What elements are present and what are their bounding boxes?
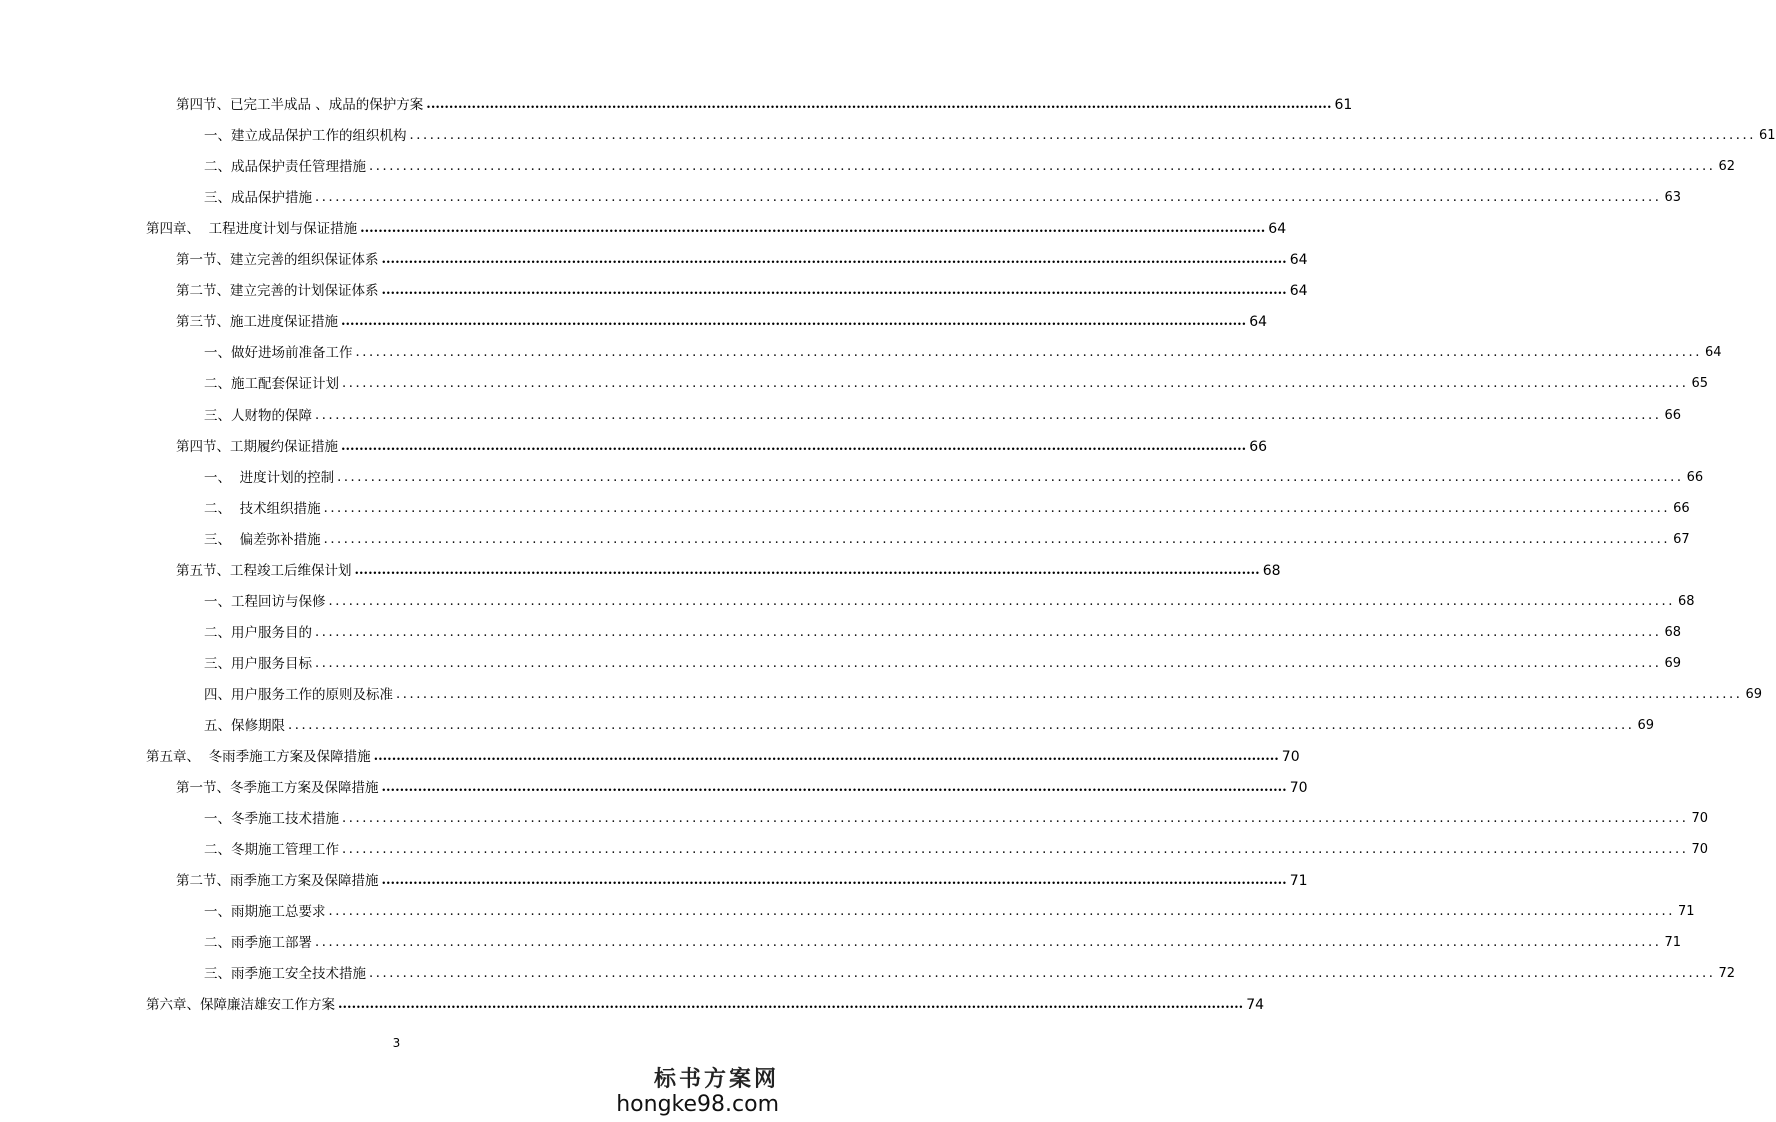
toc-entry[interactable]	[0, 589, 1695, 611]
toc-leader-dots: ........................................................................................................................................................................................................	[426, 97, 1332, 112]
watermark	[616, 1066, 779, 1118]
toc-entry-page: 64	[1249, 314, 1268, 330]
toc-entry-page: 68	[1262, 563, 1281, 579]
toc-entry-page: 67	[1673, 532, 1690, 547]
toc-entry-page: 66	[1664, 408, 1682, 423]
toc-leader-dots: ........................................................................................................................................................................................................	[328, 904, 1675, 919]
toc-entry[interactable]	[0, 744, 1300, 766]
toc-entry-page: 70	[1691, 811, 1709, 826]
toc-entry-page: 66	[1686, 470, 1704, 485]
toc-entry[interactable]	[0, 340, 1722, 362]
toc-entry-page: 72	[1718, 966, 1736, 981]
toc-leader-dots: ........................................................................................................................................................................................................	[354, 563, 1260, 578]
toc-entry-title: 三、人财物的保障	[204, 408, 312, 424]
watermark-chinese: 标书方案网	[653, 1066, 779, 1092]
toc-entry-page: 66	[1249, 439, 1268, 455]
page-number: 3	[392, 1036, 401, 1050]
toc-entry[interactable]	[0, 713, 1655, 735]
toc-leader-dots: ........................................................................................................................................................................................................	[409, 128, 1756, 143]
toc-entry-page: 70	[1691, 842, 1709, 857]
toc-entry-page: 64	[1289, 252, 1308, 268]
toc-entry-title: 四、用户服务工作的原则及标准	[204, 687, 393, 703]
toc-entry-title: 一、建立成品保护工作的组织机构	[204, 128, 407, 144]
toc-entry[interactable]	[0, 434, 1268, 456]
toc-leader-dots: ........................................................................................................................................................................................................	[288, 718, 1635, 733]
toc-leader-dots: ........................................................................................................................................................................................................	[373, 749, 1279, 764]
toc-entry-page: 69	[1637, 718, 1655, 733]
toc-leader-dots: ........................................................................................................................................................................................................	[342, 811, 1689, 826]
toc-entry-title: 一、雨期施工总要求	[204, 904, 326, 920]
toc-leader-dots: ........................................................................................................................................................................................................	[381, 780, 1287, 795]
toc-entry[interactable]	[0, 961, 1736, 983]
toc-entry-page: 63	[1664, 190, 1682, 205]
toc-entry-page: 71	[1289, 873, 1308, 889]
toc-leader-dots: ........................................................................................................................................................................................................	[315, 408, 1662, 423]
toc-entry[interactable]	[0, 123, 1776, 145]
watermark-url: hongke98.com	[616, 1092, 779, 1117]
toc-leader-dots: ........................................................................................................................................................................................................	[381, 252, 1287, 267]
toc-entry[interactable]	[0, 620, 1682, 642]
toc-entry-page: 61	[1758, 128, 1776, 143]
toc-leader-dots: ........................................................................................................................................................................................................	[381, 283, 1287, 298]
toc-entry-title: 二、用户服务目的	[204, 625, 312, 641]
toc-entry[interactable]	[0, 868, 1308, 890]
toc-leader-dots: ........................................................................................................................................................................................................	[341, 314, 1247, 329]
toc-entry[interactable]	[0, 216, 1287, 238]
toc-leader-dots: ........................................................................................................................................................................................................	[381, 873, 1287, 888]
toc-entry-title: 第六章、保障廉洁雄安工作方案	[146, 997, 335, 1013]
toc-leader-dots: ........................................................................................................................................................................................................	[369, 966, 1716, 981]
toc-entry-title: 第五章、 冬雨季施工方案及保障措施	[146, 749, 371, 765]
toc-entry[interactable]	[0, 775, 1308, 797]
toc-entry[interactable]	[0, 403, 1682, 425]
toc-entry[interactable]	[0, 837, 1709, 859]
toc-entry-title: 二、成品保护责任管理措施	[204, 159, 366, 175]
toc-entry-title: 一、冬季施工技术措施	[204, 811, 339, 827]
toc-entry-page: 68	[1677, 594, 1695, 609]
toc-entry-title: 第一节、建立完善的组织保证体系	[176, 252, 379, 268]
toc-entry[interactable]	[0, 309, 1268, 331]
toc-entry-page: 62	[1718, 159, 1736, 174]
toc-entry-page: 74	[1246, 997, 1265, 1013]
toc-leader-dots: ........................................................................................................................................................................................................	[328, 594, 1675, 609]
toc-entry[interactable]	[0, 92, 1353, 114]
toc-entry-title: 一、 进度计划的控制	[204, 470, 335, 486]
toc-entry[interactable]	[0, 496, 1690, 518]
toc-entry-page: 69	[1664, 656, 1682, 671]
toc-leader-dots: ........................................................................................................................................................................................................	[315, 935, 1662, 950]
toc-entry-page: 66	[1673, 501, 1690, 516]
toc-entry[interactable]	[0, 185, 1682, 207]
toc-entry-title: 第三节、施工进度保证措施	[176, 314, 338, 330]
toc-entry-page: 68	[1664, 625, 1682, 640]
toc-entry[interactable]	[0, 527, 1690, 549]
toc-entry-title: 第四节、已完工半成品 、成品的保护方案	[176, 97, 424, 113]
toc-leader-dots: ........................................................................................................................................................................................................	[396, 687, 1743, 702]
toc-entry[interactable]	[0, 154, 1736, 176]
toc-entry[interactable]	[0, 992, 1265, 1014]
toc-entry-title: 五、保修期限	[204, 718, 285, 734]
toc-entry-title: 第四节、工期履约保证措施	[176, 439, 338, 455]
toc-leader-dots: ........................................................................................................................................................................................................	[323, 501, 1671, 516]
toc-entry-page: 70	[1289, 780, 1308, 796]
toc-entry-title: 二、雨季施工部署	[204, 935, 312, 951]
toc-entry-page: 65	[1691, 376, 1709, 391]
toc-entry-page: 64	[1289, 283, 1308, 299]
toc-entry-page: 64	[1704, 345, 1722, 360]
toc-leader-dots: ........................................................................................................................................................................................................	[355, 345, 1702, 360]
toc-entry-title: 二、冬期施工管理工作	[204, 842, 339, 858]
toc-entry[interactable]	[0, 899, 1695, 921]
toc-leader-dots: ........................................................................................................................................................................................................	[342, 376, 1689, 391]
toc-entry-title: 三、 偏差弥补措施	[204, 532, 321, 548]
toc-entry-title: 第五节、工程竣工后维保计划	[176, 563, 352, 579]
toc-leader-dots: ........................................................................................................................................................................................................	[341, 439, 1247, 454]
toc-entry-title: 第二节、建立完善的计划保证体系	[176, 283, 379, 299]
toc-entry-title: 二、施工配套保证计划	[204, 376, 339, 392]
toc-entry-title: 第一节、冬季施工方案及保障措施	[176, 780, 379, 796]
toc-entry-page: 69	[1745, 687, 1763, 702]
toc-entry[interactable]	[0, 465, 1704, 487]
toc-entry-title: 三、雨季施工安全技术措施	[204, 966, 366, 982]
toc-entry-page: 64	[1268, 221, 1287, 237]
toc-entry[interactable]	[0, 278, 1308, 300]
toc-entry-title: 三、成品保护措施	[204, 190, 312, 206]
toc-entry-title: 第二节、雨季施工方案及保障措施	[176, 873, 379, 889]
toc-entry-title: 三、用户服务目标	[204, 656, 312, 672]
toc-entry-page: 71	[1664, 935, 1682, 950]
toc-entry-page: 71	[1677, 904, 1695, 919]
toc-entry[interactable]	[0, 682, 1763, 704]
toc-entry[interactable]	[0, 806, 1709, 828]
toc-entry-page: 70	[1281, 749, 1300, 765]
toc-entry-title: 一、做好进场前准备工作	[204, 345, 353, 361]
toc-entry[interactable]	[0, 558, 1281, 580]
toc-entry[interactable]	[0, 930, 1682, 952]
toc-entry-page: 61	[1334, 97, 1353, 113]
toc-entry[interactable]	[0, 651, 1682, 673]
toc-leader-dots: ........................................................................................................................................................................................................	[369, 159, 1716, 174]
toc-leader-dots: ........................................................................................................................................................................................................	[315, 625, 1662, 640]
toc-leader-dots: ........................................................................................................................................................................................................	[342, 842, 1689, 857]
toc-entry-title: 二、 技术组织措施	[204, 501, 321, 517]
toc-entry-title: 第四章、 工程进度计划与保证措施	[146, 221, 358, 237]
toc-leader-dots: ........................................................................................................................................................................................................	[315, 656, 1662, 671]
toc-leader-dots: ........................................................................................................................................................................................................	[337, 470, 1684, 485]
toc-leader-dots: ........................................................................................................................................................................................................	[323, 532, 1671, 547]
toc-entry[interactable]	[0, 247, 1308, 269]
toc-entry-title: 一、工程回访与保修	[204, 594, 326, 610]
toc-leader-dots: ........................................................................................................................................................................................................	[338, 997, 1244, 1012]
toc-entry[interactable]	[0, 371, 1709, 393]
toc-leader-dots: ........................................................................................................................................................................................................	[315, 190, 1662, 205]
toc-leader-dots: ........................................................................................................................................................................................................	[360, 221, 1266, 236]
